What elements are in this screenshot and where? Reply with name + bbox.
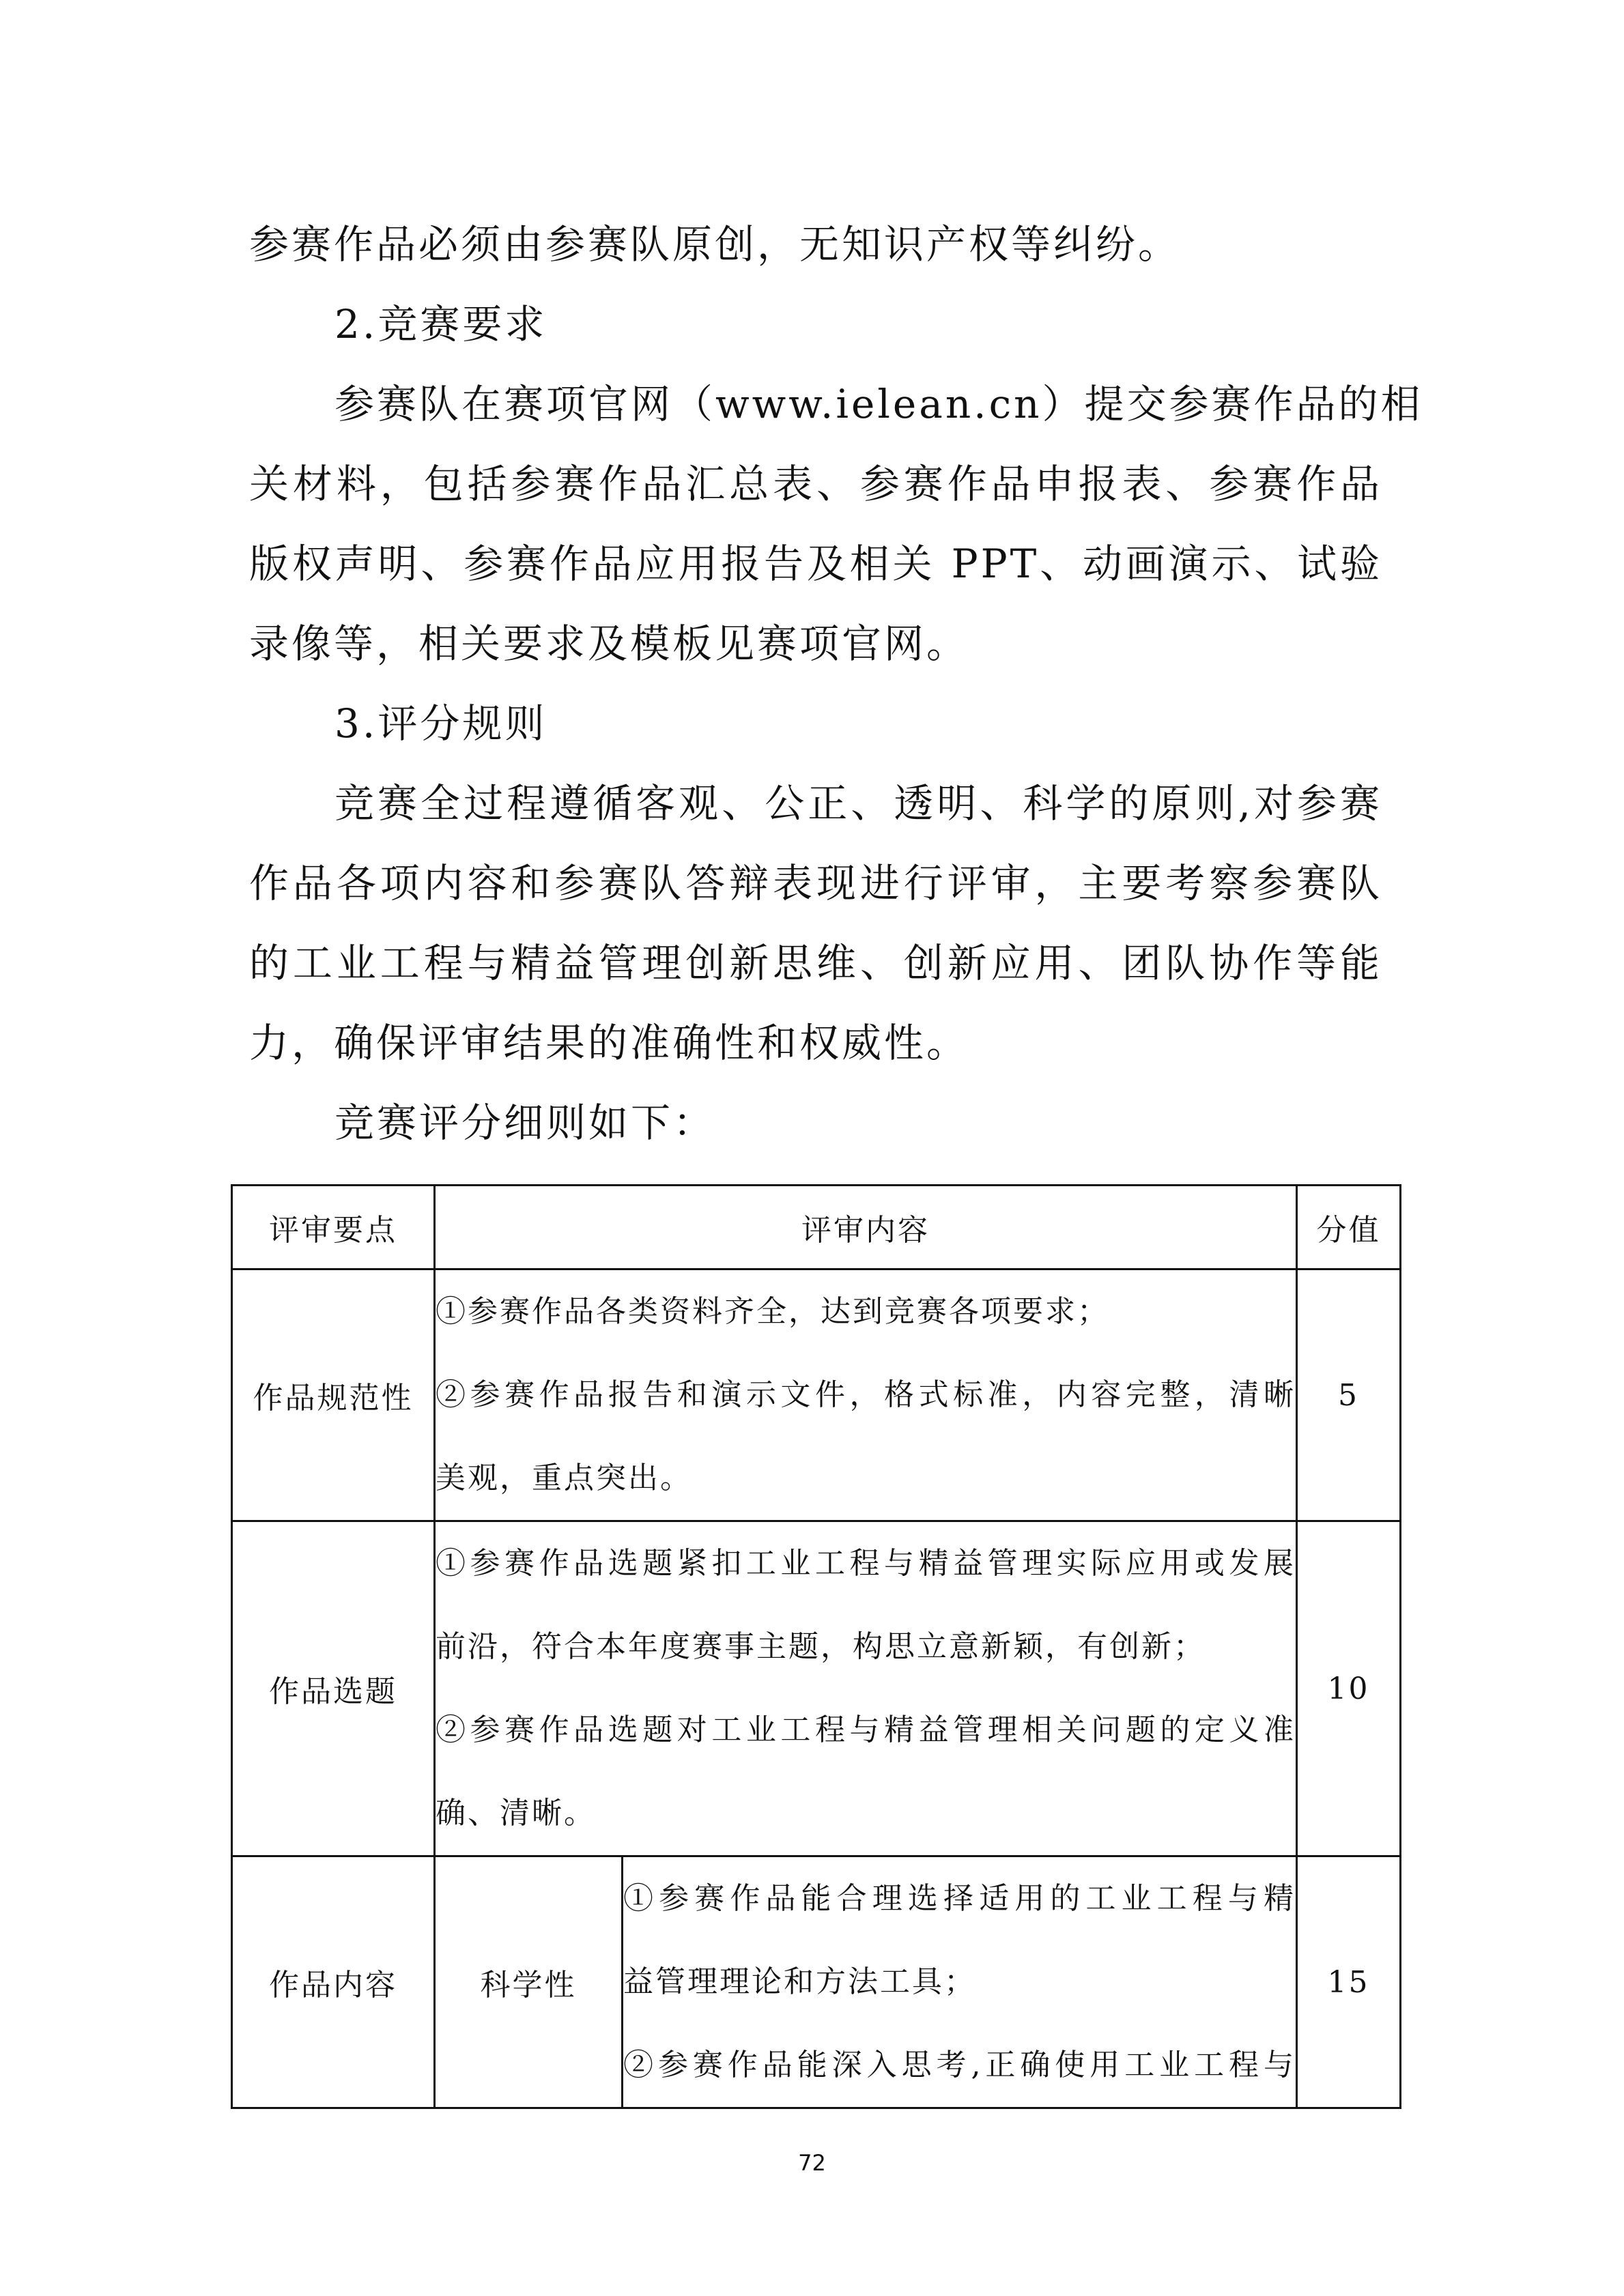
review-content-cell [435,1521,1297,1856]
table-row [232,1521,1401,1856]
review-point-cell: 作品内容 [232,1856,435,2108]
sub-point-cell: 科学性 [435,1856,623,2108]
scoring-table [231,1184,1401,2109]
content-line: ①参赛作品各类资料齐全，达到竞赛各项要求； [436,1294,1109,1329]
content-line: ①参赛作品选题紧扣工业工程与精益管理实际应用或发展 [436,1546,1296,1581]
content-line: 确、清晰。 [436,1796,596,1831]
paragraph-line: 的工业工程与精益管理创新思维、创新应用、团队协作等能 [249,940,1382,986]
score-cell: 15 [1297,1856,1401,2108]
table-row [232,1269,1401,1521]
paragraph-line: 版权声明、参赛作品应用报告及相关 PPT、动画演示、试验 [249,541,1382,587]
score-cell: 10 [1297,1521,1401,1856]
section-heading-scoring-rules: 3.评分规则 [334,700,547,747]
content-line: ②参赛作品选题对工业工程与精益管理相关问题的定义准 [436,1712,1296,1747]
header-review-point: 评审要点 [232,1186,435,1269]
content-line: ②参赛作品能深入思考,正确使用工业工程与 [623,2048,1296,2082]
content-line: 前沿，符合本年度赛事主题，构思立意新颖，有创新； [436,1629,1206,1664]
review-content-cell [623,1856,1297,2108]
paragraph-line: 竞赛评分细则如下： [334,1100,716,1146]
page-number: 72 [798,2150,826,2176]
content-line: 美观，重点突出。 [436,1461,692,1495]
content-line: 益管理理论和方法工具； [623,1964,976,1999]
paragraph-line: 参赛作品必须由参赛队原创，无知识产权等纠纷。 [249,221,1181,268]
paragraph-line: 竞赛全过程遵循客观、公正、透明、科学的原则,对参赛 [334,780,1382,827]
score-cell: 5 [1297,1269,1401,1521]
paragraph-line: 参赛队在赛项官网（www.ielean.cn）提交参赛作品的相 [334,381,1423,427]
content-line: ①参赛作品能合理选择适用的工业工程与精 [623,1881,1296,1916]
review-content-cell [435,1269,1297,1521]
table-header-row [232,1186,1401,1269]
paragraph-line: 作品各项内容和参赛队答辩表现进行评审，主要考察参赛队 [249,860,1382,906]
review-point-cell: 作品规范性 [232,1269,435,1521]
table-row [232,1856,1401,2108]
header-score: 分值 [1297,1186,1401,1269]
paragraph-line: 关材料，包括参赛作品汇总表、参赛作品申报表、参赛作品 [249,461,1382,507]
review-point-cell: 作品选题 [232,1521,435,1856]
paragraph-line: 力，确保评审结果的准确性和权威性。 [249,1020,969,1066]
body-text [249,205,1423,1163]
paragraph-line: 录像等，相关要求及模板见赛项官网。 [249,620,969,667]
section-heading-competition-requirements: 2.竞赛要求 [334,301,547,347]
content-line: ②参赛作品报告和演示文件，格式标准，内容完整，清晰 [436,1377,1296,1412]
header-review-content: 评审内容 [435,1186,1297,1269]
